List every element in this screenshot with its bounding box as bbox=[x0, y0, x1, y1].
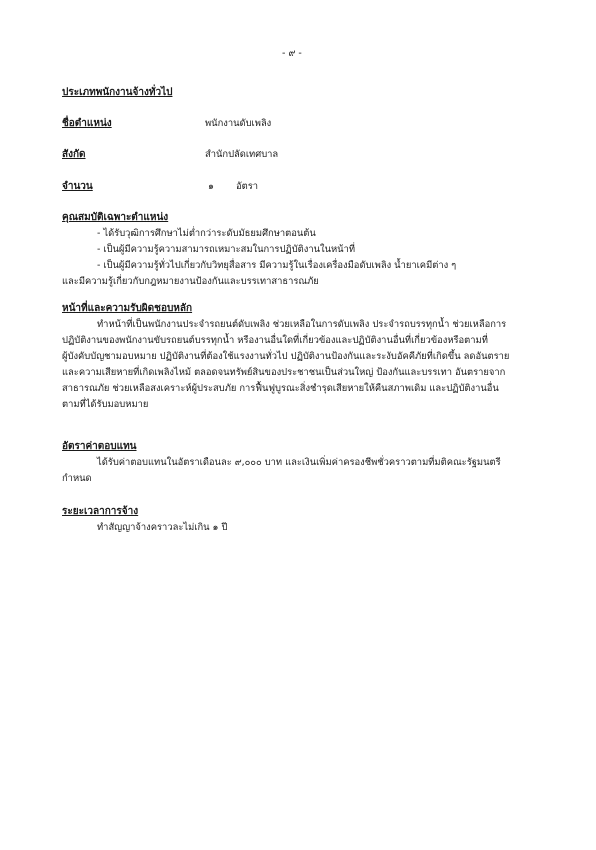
employment-period-heading: ระยะเวลาการจ้าง bbox=[62, 506, 139, 517]
duties-line: ปฏิบัติงานของพนักงานขับรถยนต์บรรทุกน้ำ หรืองานอื่นใดที่เกี่ยวข้องและปฏิบัติงานอื่นที่เกี่ยวข้องหรือตามที่ bbox=[62, 335, 488, 346]
quantity-label: จำนวน bbox=[62, 181, 93, 192]
duties-line: ทำหน้าที่เป็นพนักงานประจำรถยนต์ดับเพลิง ช่วยเหลือในการดับเพลิง ประจำรถบรรทุกน้ำ ช่วยเหลือการ bbox=[97, 319, 507, 330]
duties-line: ตามที่ได้รับมอบหมาย bbox=[62, 399, 149, 410]
position-label: ชื่อตำแหน่ง bbox=[62, 118, 112, 129]
page-number: - ๙ - bbox=[282, 48, 302, 59]
qualification-line: และมีความรู้เกี่ยวกับกฎหมายงานป้องกันและบรรเทาสาธารณภัย bbox=[62, 276, 319, 287]
affiliation-value: สำนักปลัดเทศบาล bbox=[205, 149, 279, 160]
qualification-line: - เป็นผู้มีความรู้ทั่วไปเกี่ยวกับวิทยุสื่อสาร มีความรู้ในเรื่องเครื่องมือดับเพลิง น้ำยาเคมีต่าง ๆ bbox=[97, 260, 457, 271]
duties-line: และความเสียหายที่เกิดเพลิงไหม้ ตลอดจนทรัพย์สินของประชาชนเป็นส่วนใหญ่ ป้องกันและบรรเทา อันตรายจาก bbox=[62, 367, 506, 378]
quantity-number: ๑ bbox=[208, 181, 214, 192]
duties-line: ผู้บังคับบัญชามอบหมาย ปฏิบัติงานที่ต้องใช้แรงงานทั่วไป ปฏิบัติงานป้องกันและระงับอัคคีภัยที่เกิดขึ้น ลดอันตราย bbox=[62, 351, 510, 362]
compensation-line: กำหนด bbox=[62, 473, 92, 484]
duties-heading: หน้าที่และความรับผิดชอบหลัก bbox=[62, 303, 193, 314]
compensation-line: ได้รับค่าตอบแทนในอัตราเดือนละ ๙,๐๐๐ บาท และเงินเพิ่มค่าครองชีพชั่วคราวตามที่มติคณะรัฐมนตรี bbox=[97, 457, 501, 468]
affiliation-label: สังกัด bbox=[62, 149, 86, 160]
qualification-line: - ได้รับวุฒิการศึกษาไม่ต่ำกว่าระดับมัธยมศึกษาตอนต้น bbox=[97, 228, 316, 239]
qualifications-heading: คุณสมบัติเฉพาะตำแหน่ง bbox=[62, 212, 169, 223]
compensation-heading: อัตราค่าตอบแทน bbox=[62, 441, 137, 452]
position-value: พนักงานดับเพลิง bbox=[205, 118, 272, 129]
qualification-line: - เป็นผู้มีความรู้ความสามารถเหมาะสมในการปฏิบัติงานในหน้าที่ bbox=[97, 244, 356, 255]
employment-period-line: ทำสัญญาจ้างคราวละไม่เกิน ๑ ปี bbox=[97, 522, 228, 533]
duties-line: สาธารณภัย ช่วยเหลือสงเคราะห์ผู้ประสบภัย การฟื้นฟูบูรณะสิ่งชำรุดเสียหายให้คืนสภาพเดิม และปฏิบัติงานอื่น bbox=[62, 383, 499, 394]
employee-type-heading: ประเภทพนักงานจ้างทั่วไป bbox=[62, 87, 173, 98]
quantity-unit: อัตรา bbox=[236, 181, 259, 192]
